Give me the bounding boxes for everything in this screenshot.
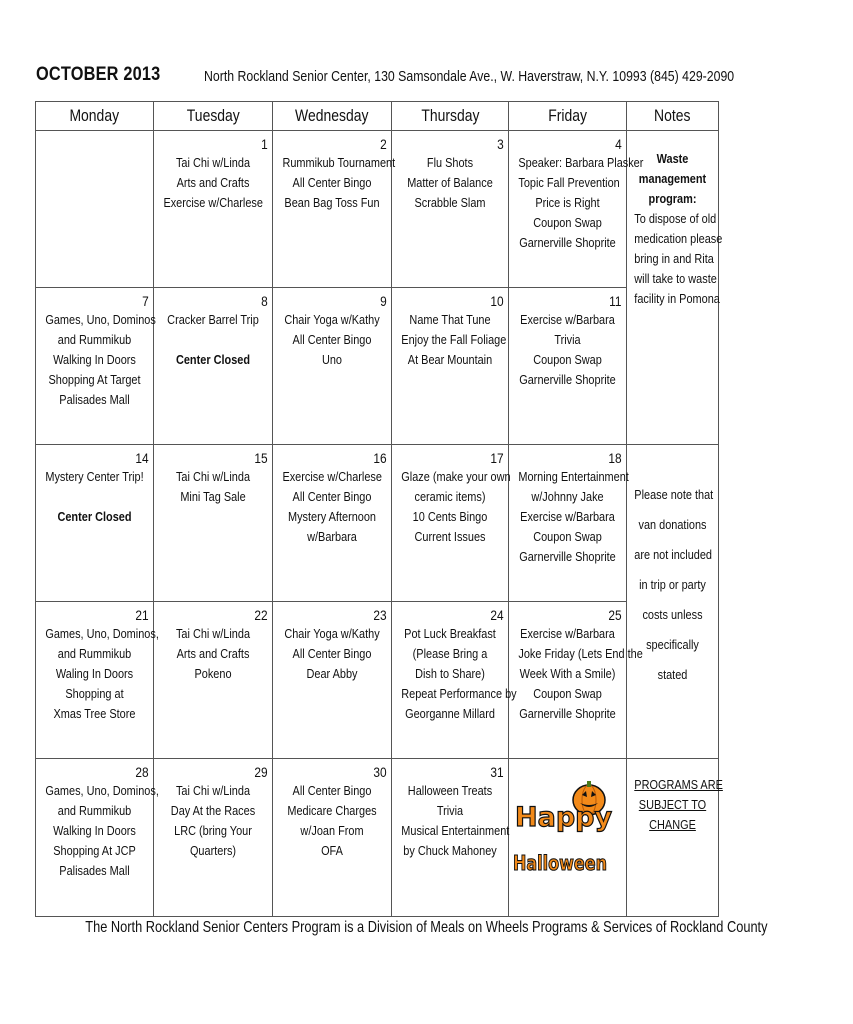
van-note-line: stated (657, 667, 688, 682)
van-note-line: specifically (646, 637, 699, 652)
programs-subject-to-change-line: PROGRAMS ARE (634, 777, 723, 792)
activity-item: Week With a Smile) (519, 666, 616, 681)
day-number: 29 (254, 764, 268, 780)
activity-item: w/Joan From (300, 823, 364, 838)
activity-item: Medicare Charges (287, 803, 377, 818)
activity-item: All Center Bingo (292, 783, 372, 798)
day-cell (273, 602, 392, 759)
activity-item: All Center Bingo (292, 332, 372, 347)
notes-van-cell (627, 445, 719, 759)
activity-item: Joke Friday (Lets End the (518, 646, 643, 661)
week-row (36, 131, 719, 288)
activity-item: Tai Chi w/Linda (175, 783, 251, 798)
activity-item: (Please Bring a (412, 646, 488, 661)
day-cell (509, 445, 627, 602)
activity-item: w/Johnny Jake (531, 489, 604, 504)
header-thursday: Thursday (392, 102, 509, 131)
activity-item: Dish to Share) (415, 666, 485, 681)
activity-item: Games, Uno, Dominos (45, 312, 156, 327)
activity-item: All Center Bingo (292, 175, 372, 190)
activity-item: Games, Uno, Dominos, (45, 783, 159, 798)
day-cell (392, 288, 509, 445)
waste-note-line: program: (648, 191, 697, 206)
day-number: 23 (373, 607, 387, 623)
van-note-line: Please note that (634, 487, 714, 502)
header-wednesday: Wednesday (273, 102, 392, 131)
activity-item: Musical Entertainment (401, 823, 510, 838)
activity-item: Current Issues (414, 529, 486, 544)
day-cell (392, 759, 509, 917)
activity-item: Shopping at (65, 686, 124, 701)
activity-item: Halloween Treats (407, 783, 493, 798)
day-cell (273, 131, 396, 288)
day-number: 21 (135, 607, 149, 623)
activity-item: Shopping At Target (48, 372, 141, 387)
activity-item: Arts and Crafts (176, 646, 250, 661)
day-cell (36, 288, 154, 445)
day-cell (154, 445, 273, 602)
activity-item: At Bear Mountain (407, 352, 493, 367)
day-number: 2 (380, 136, 387, 152)
day-cell (273, 759, 392, 917)
week-row (36, 602, 719, 759)
activity-item: by Chuck Mahoney (403, 843, 497, 858)
activity-item: ceramic items) (414, 489, 486, 504)
activity-item: Coupon Swap (533, 352, 602, 367)
day-cell (154, 131, 273, 288)
activity-item: Exercise w/Barbara (520, 312, 615, 327)
center-address: North Rockland Senior Center, 130 Samsondale Ave., W. Haverstraw, N.Y. 10993 (845) 429-2090 (204, 68, 735, 85)
calendar-table (35, 101, 723, 917)
activity-item: OFA (321, 843, 343, 858)
activity-item: Tai Chi w/Linda (175, 155, 251, 170)
day-number: 24 (490, 607, 504, 623)
activity-item: Chair Yoga w/Kathy (284, 626, 380, 641)
activity-item: Shopping At JCP (53, 843, 136, 858)
day-number: 30 (373, 764, 387, 780)
activity-item: Exercise w/Charlese (282, 469, 382, 484)
activity-item: Day At the Races (170, 803, 256, 818)
day-cell (392, 445, 509, 602)
weekday-header-row (36, 102, 719, 131)
halloween-text: Halloween (513, 851, 607, 875)
activity-item: Glaze (make your own (401, 469, 511, 484)
activity-item: w/Barbara (307, 529, 357, 544)
activity-item: Price is Right (535, 195, 600, 210)
activity-item: Enjoy the Fall Foliage (401, 332, 507, 347)
waste-note-line: bring in and Rita (634, 251, 714, 266)
programs-subject-to-change-line: CHANGE (649, 817, 696, 832)
activity-item: Name That Tune (409, 312, 491, 327)
activity-item: Exercise w/Barbara (520, 509, 615, 524)
day-number: 14 (135, 450, 149, 466)
activity-item: Coupon Swap (533, 529, 602, 544)
day-number: 1 (261, 136, 268, 152)
activity-item: Center Closed (57, 509, 132, 524)
day-number: 8 (261, 293, 268, 309)
day-number: 18 (608, 450, 622, 466)
activity-item: Walking In Doors (53, 823, 136, 838)
activity-item: Garnerville Shoprite (519, 235, 616, 250)
van-note-line: costs unless (642, 607, 703, 622)
day-number: 3 (497, 136, 504, 152)
footer-note: The North Rockland Senior Centers Program is a Division of Meals on Wheels Programs & Services of Rockland County (85, 919, 768, 936)
activity-item: Tai Chi w/Linda (175, 469, 251, 484)
day-number: 17 (490, 450, 504, 466)
activity-item: Quarters) (189, 843, 237, 858)
activity-item: Trivia (554, 332, 581, 347)
activity-item: Repeat Performance by (401, 686, 517, 701)
programs-subject-to-change-line: SUBJECT TO (638, 797, 707, 812)
day-number: 28 (135, 764, 149, 780)
header-monday: Monday (36, 102, 154, 131)
activity-item: Garnerville Shoprite (519, 549, 616, 564)
activity-item: Arts and Crafts (176, 175, 250, 190)
activity-item: LRC (bring Your (174, 823, 252, 838)
activity-item: Speaker: Barbara Plasker (518, 155, 644, 170)
header-friday: Friday (509, 102, 627, 131)
day-cell (392, 131, 509, 288)
activity-item: Walking In Doors (53, 352, 136, 367)
day-number: 9 (380, 293, 387, 309)
day-number: 22 (254, 607, 268, 623)
header-notes: Notes (627, 102, 719, 131)
day-number: 10 (490, 293, 504, 309)
activity-item: Chair Yoga w/Kathy (284, 312, 380, 327)
activity-item: Exercise w/Charlese (163, 195, 263, 210)
week-row (36, 288, 719, 445)
van-note-line: are not included (634, 547, 712, 562)
waste-note-line: facility in Pomona (634, 291, 720, 306)
happy-halloween-art (511, 778, 611, 888)
day-number: 16 (373, 450, 387, 466)
activity-item: Uno (321, 352, 343, 367)
waste-note-line: will take to waste (634, 271, 717, 286)
activity-item: Cracker Barrel Trip (167, 312, 259, 327)
activity-item: Mystery Center Trip! (45, 469, 144, 484)
header-tuesday: Tuesday (154, 102, 273, 131)
activity-item: Rummikub Tournament (282, 155, 396, 170)
activity-item: Morning Entertainment (518, 469, 629, 484)
activity-item: All Center Bingo (292, 489, 372, 504)
day-cell (273, 288, 392, 445)
waste-note-line: management (638, 171, 707, 186)
day-cell (273, 445, 392, 602)
day-cell (36, 759, 159, 917)
activity-item: Palisades Mall (59, 863, 130, 878)
day-cell (36, 602, 159, 759)
activity-item: Center Closed (175, 352, 251, 367)
activity-item: Topic Fall Prevention (518, 175, 620, 190)
day-number: 11 (609, 293, 622, 309)
activity-item: Bean Bag Toss Fun (284, 195, 380, 210)
day-number: 7 (142, 293, 149, 309)
activity-item: and Rummikub (57, 332, 132, 347)
activity-item: Matter of Balance (407, 175, 493, 190)
notes-change-cell (627, 759, 723, 917)
activity-item: All Center Bingo (292, 646, 372, 661)
activity-item: Coupon Swap (533, 686, 602, 701)
day-number: 4 (615, 136, 622, 152)
activity-item: Garnerville Shoprite (519, 706, 616, 721)
day-cell (154, 288, 273, 445)
activity-item: 10 Cents Bingo (412, 509, 488, 524)
activity-item: Tai Chi w/Linda (175, 626, 251, 641)
activity-item: Waling In Doors (55, 666, 134, 681)
notes-waste-cell (627, 131, 723, 445)
day-cell (509, 131, 644, 288)
happy-text: Happy (515, 802, 613, 833)
day-number: 15 (254, 450, 268, 466)
activity-item: Games, Uno, Dominos, (45, 626, 159, 641)
waste-note-line: To dispose of old (634, 211, 717, 226)
activity-item: Pot Luck Breakfast (404, 626, 496, 641)
calendar-month-title: OCTOBER 2013 (36, 64, 161, 85)
activity-item: Flu Shots (426, 155, 474, 170)
activity-item: Pokeno (194, 666, 232, 681)
activity-item: Georganne Millard (405, 706, 495, 721)
activity-item: Mini Tag Sale (180, 489, 246, 504)
activity-item: Scrabble Slam (414, 195, 486, 210)
van-note-line: van donations (638, 517, 707, 532)
day-number: 31 (490, 764, 504, 780)
activity-item: Coupon Swap (533, 215, 602, 230)
day-cell (36, 445, 154, 602)
week-row (36, 759, 719, 917)
day-cell (509, 288, 627, 445)
activity-item: Mystery Afternoon (287, 509, 377, 524)
day-cell (154, 759, 273, 917)
activity-item: Trivia (436, 803, 464, 818)
activity-item: Garnerville Shoprite (519, 372, 616, 387)
day-number: 25 (608, 607, 622, 623)
day-cell (36, 131, 154, 288)
week-row (36, 445, 719, 602)
activity-item: Xmas Tree Store (53, 706, 136, 721)
activity-item: and Rummikub (57, 646, 132, 661)
activity-item: Palisades Mall (59, 392, 130, 407)
waste-note-line: Waste (656, 151, 689, 166)
activity-item: and Rummikub (57, 803, 132, 818)
activity-item: Dear Abby (306, 666, 358, 681)
van-note-line: in trip or party (639, 577, 706, 592)
day-cell (392, 602, 517, 759)
activity-item: Exercise w/Barbara (520, 626, 615, 641)
waste-note-line: medication please (634, 231, 723, 246)
day-cell (509, 602, 643, 759)
day-cell (154, 602, 273, 759)
